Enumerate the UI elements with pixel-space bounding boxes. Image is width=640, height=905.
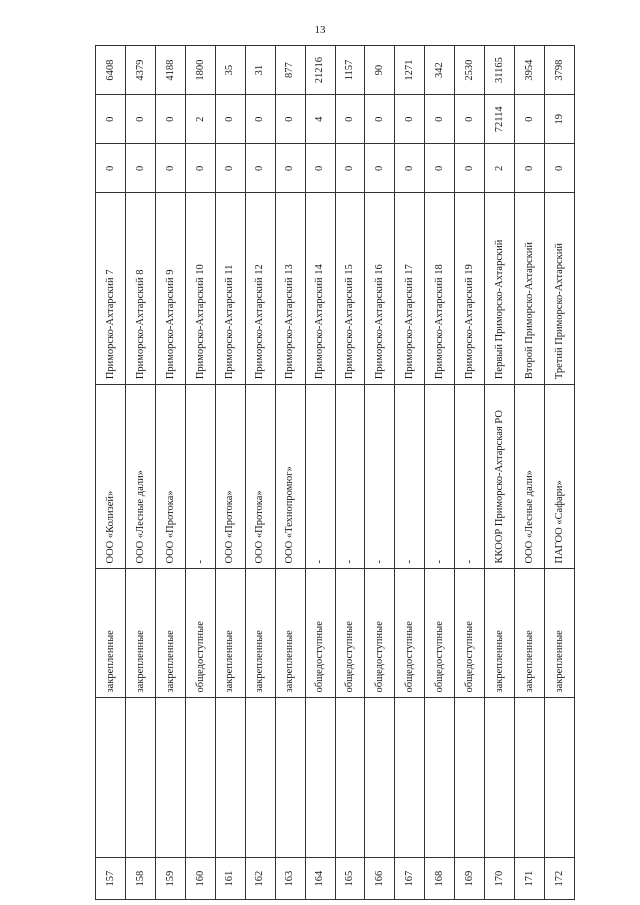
blank-cell [455, 698, 485, 858]
value-c-cell: 31 [245, 46, 275, 95]
value-b-cell: 0 [395, 95, 425, 144]
organization-cell: - [185, 385, 215, 569]
ground-name-cell: Второй Приморско-Ахтарский [515, 193, 545, 385]
value-a-cell: 0 [155, 144, 185, 193]
row-number-cell: 172 [545, 858, 575, 900]
blank-cell [305, 698, 335, 858]
blank-cell [485, 698, 515, 858]
organization-cell: ООО «Протока» [155, 385, 185, 569]
ground-name-cell: Первый Приморско-Ахтарский [485, 193, 515, 385]
organization-cell: - [365, 385, 395, 569]
ground-name-cell: Приморско-Ахтарский 19 [455, 193, 485, 385]
ground-type-cell: закрепленные [155, 569, 185, 698]
value-a-cell: 0 [185, 144, 215, 193]
row-number-cell: 163 [275, 858, 305, 900]
value-b-cell: 0 [515, 95, 545, 144]
ground-type-cell: общедоступные [365, 569, 395, 698]
value-b-cell: 0 [125, 95, 155, 144]
value-c-cell: 877 [275, 46, 305, 95]
organization-cell: ООО «Лесные дали» [125, 385, 155, 569]
ground-type-cell: закрепленные [215, 569, 245, 698]
table-row [515, 46, 545, 900]
value-c-cell: 2530 [455, 46, 485, 95]
value-c-cell: 31165 [485, 46, 515, 95]
value-b-cell: 0 [215, 95, 245, 144]
ground-type-cell: закрепленные [545, 569, 575, 698]
value-b-cell: 0 [155, 95, 185, 144]
row-number-cell: 161 [215, 858, 245, 900]
row-number-cell: 165 [335, 858, 365, 900]
value-b-cell: 0 [335, 95, 365, 144]
table-row [245, 46, 275, 900]
value-c-cell: 21216 [305, 46, 335, 95]
organization-cell: - [455, 385, 485, 569]
ground-name-cell: Приморско-Ахтарский 13 [275, 193, 305, 385]
ground-type-cell: закрепленные [125, 569, 155, 698]
blank-cell [425, 698, 455, 858]
blank-cell [155, 698, 185, 858]
value-c-cell: 342 [425, 46, 455, 95]
table-row [185, 46, 215, 900]
ground-name-cell: Приморско-Ахтарский 7 [96, 193, 126, 385]
organization-cell: ООО «Протока» [215, 385, 245, 569]
blank-cell [335, 698, 365, 858]
table-row [455, 46, 485, 900]
ground-type-cell: закрепленные [275, 569, 305, 698]
blank-cell [245, 698, 275, 858]
blank-cell [96, 698, 126, 858]
value-a-cell: 0 [365, 144, 395, 193]
organization-cell: ООО «Колизей» [96, 385, 126, 569]
row-number-cell: 167 [395, 858, 425, 900]
ground-name-cell: Третий Приморско-Ахтарский [545, 193, 575, 385]
value-a-cell: 0 [215, 144, 245, 193]
value-b-cell: 0 [275, 95, 305, 144]
table-row [125, 46, 155, 900]
ground-name-cell: Приморско-Ахтарский 9 [155, 193, 185, 385]
ground-type-cell: общедоступные [395, 569, 425, 698]
blank-cell [395, 698, 425, 858]
table-row [425, 46, 455, 900]
table-row [335, 46, 365, 900]
value-a-cell: 2 [485, 144, 515, 193]
hunting-grounds-table [95, 45, 575, 900]
row-number-cell: 158 [125, 858, 155, 900]
value-b-cell: 0 [245, 95, 275, 144]
value-a-cell: 0 [515, 144, 545, 193]
value-b-cell: 0 [425, 95, 455, 144]
blank-cell [125, 698, 155, 858]
organization-cell: - [395, 385, 425, 569]
table-body [96, 46, 575, 900]
ground-type-cell: закрепленные [485, 569, 515, 698]
value-b-cell: 72114 [485, 95, 515, 144]
table-row [155, 46, 185, 900]
organization-cell: ООО «Протока» [245, 385, 275, 569]
value-c-cell: 1800 [185, 46, 215, 95]
row-number-cell: 160 [185, 858, 215, 900]
table-row [365, 46, 395, 900]
row-number-cell: 157 [96, 858, 126, 900]
ground-name-cell: Приморско-Ахтарский 17 [395, 193, 425, 385]
row-number-cell: 159 [155, 858, 185, 900]
blank-cell [515, 698, 545, 858]
organization-cell: ООО «Лесные дали» [515, 385, 545, 569]
value-c-cell: 4379 [125, 46, 155, 95]
blank-cell [275, 698, 305, 858]
table-row [96, 46, 126, 900]
value-c-cell: 6408 [96, 46, 126, 95]
table-row [215, 46, 245, 900]
blank-cell [215, 698, 245, 858]
table-row [275, 46, 305, 900]
value-c-cell: 3798 [545, 46, 575, 95]
value-c-cell: 90 [365, 46, 395, 95]
page-number: 13 [314, 24, 326, 36]
value-c-cell: 1157 [335, 46, 365, 95]
row-number-cell: 162 [245, 858, 275, 900]
value-b-cell: 0 [455, 95, 485, 144]
blank-cell [365, 698, 395, 858]
value-a-cell: 0 [96, 144, 126, 193]
ground-type-cell: общедоступные [185, 569, 215, 698]
ground-type-cell: общедоступные [335, 569, 365, 698]
ground-type-cell: общедоступные [305, 569, 335, 698]
table-row [485, 46, 515, 900]
value-a-cell: 0 [395, 144, 425, 193]
organization-cell: - [425, 385, 455, 569]
row-number-cell: 171 [515, 858, 545, 900]
ground-name-cell: Приморско-Ахтарский 8 [125, 193, 155, 385]
value-a-cell: 0 [545, 144, 575, 193]
ground-name-cell: Приморско-Ахтарский 16 [365, 193, 395, 385]
value-a-cell: 0 [125, 144, 155, 193]
value-b-cell: 4 [305, 95, 335, 144]
row-number-cell: 166 [365, 858, 395, 900]
row-number-cell: 164 [305, 858, 335, 900]
value-a-cell: 0 [425, 144, 455, 193]
table-row [545, 46, 575, 900]
ground-name-cell: Приморско-Ахтарский 10 [185, 193, 215, 385]
value-b-cell: 2 [185, 95, 215, 144]
ground-name-cell: Приморско-Ахтарский 14 [305, 193, 335, 385]
organization-cell: - [305, 385, 335, 569]
table-row [395, 46, 425, 900]
value-a-cell: 0 [455, 144, 485, 193]
value-a-cell: 0 [245, 144, 275, 193]
value-c-cell: 3954 [515, 46, 545, 95]
table-rotated-wrapper [95, 45, 575, 900]
value-a-cell: 0 [305, 144, 335, 193]
ground-name-cell: Приморско-Ахтарский 11 [215, 193, 245, 385]
value-c-cell: 35 [215, 46, 245, 95]
table-row [305, 46, 335, 900]
organization-cell: - [335, 385, 365, 569]
ground-name-cell: Приморско-Ахтарский 18 [425, 193, 455, 385]
blank-cell [545, 698, 575, 858]
value-a-cell: 0 [335, 144, 365, 193]
ground-type-cell: общедоступные [455, 569, 485, 698]
value-c-cell: 4188 [155, 46, 185, 95]
ground-name-cell: Приморско-Ахтарский 12 [245, 193, 275, 385]
ground-name-cell: Приморско-Ахтарский 15 [335, 193, 365, 385]
ground-type-cell: закрепленные [245, 569, 275, 698]
ground-type-cell: общедоступные [425, 569, 455, 698]
ground-type-cell: закрепленные [96, 569, 126, 698]
row-number-cell: 169 [455, 858, 485, 900]
organization-cell: ООО «Технопромюг» [275, 385, 305, 569]
value-b-cell: 19 [545, 95, 575, 144]
value-b-cell: 0 [96, 95, 126, 144]
value-b-cell: 0 [365, 95, 395, 144]
blank-cell [185, 698, 215, 858]
ground-type-cell: закрепленные [515, 569, 545, 698]
row-number-cell: 168 [425, 858, 455, 900]
organization-cell: ККООР Приморско-Ахтарская РО [485, 385, 515, 569]
row-number-cell: 170 [485, 858, 515, 900]
organization-cell: ПАГОО «Сафари» [545, 385, 575, 569]
value-a-cell: 0 [275, 144, 305, 193]
value-c-cell: 1271 [395, 46, 425, 95]
